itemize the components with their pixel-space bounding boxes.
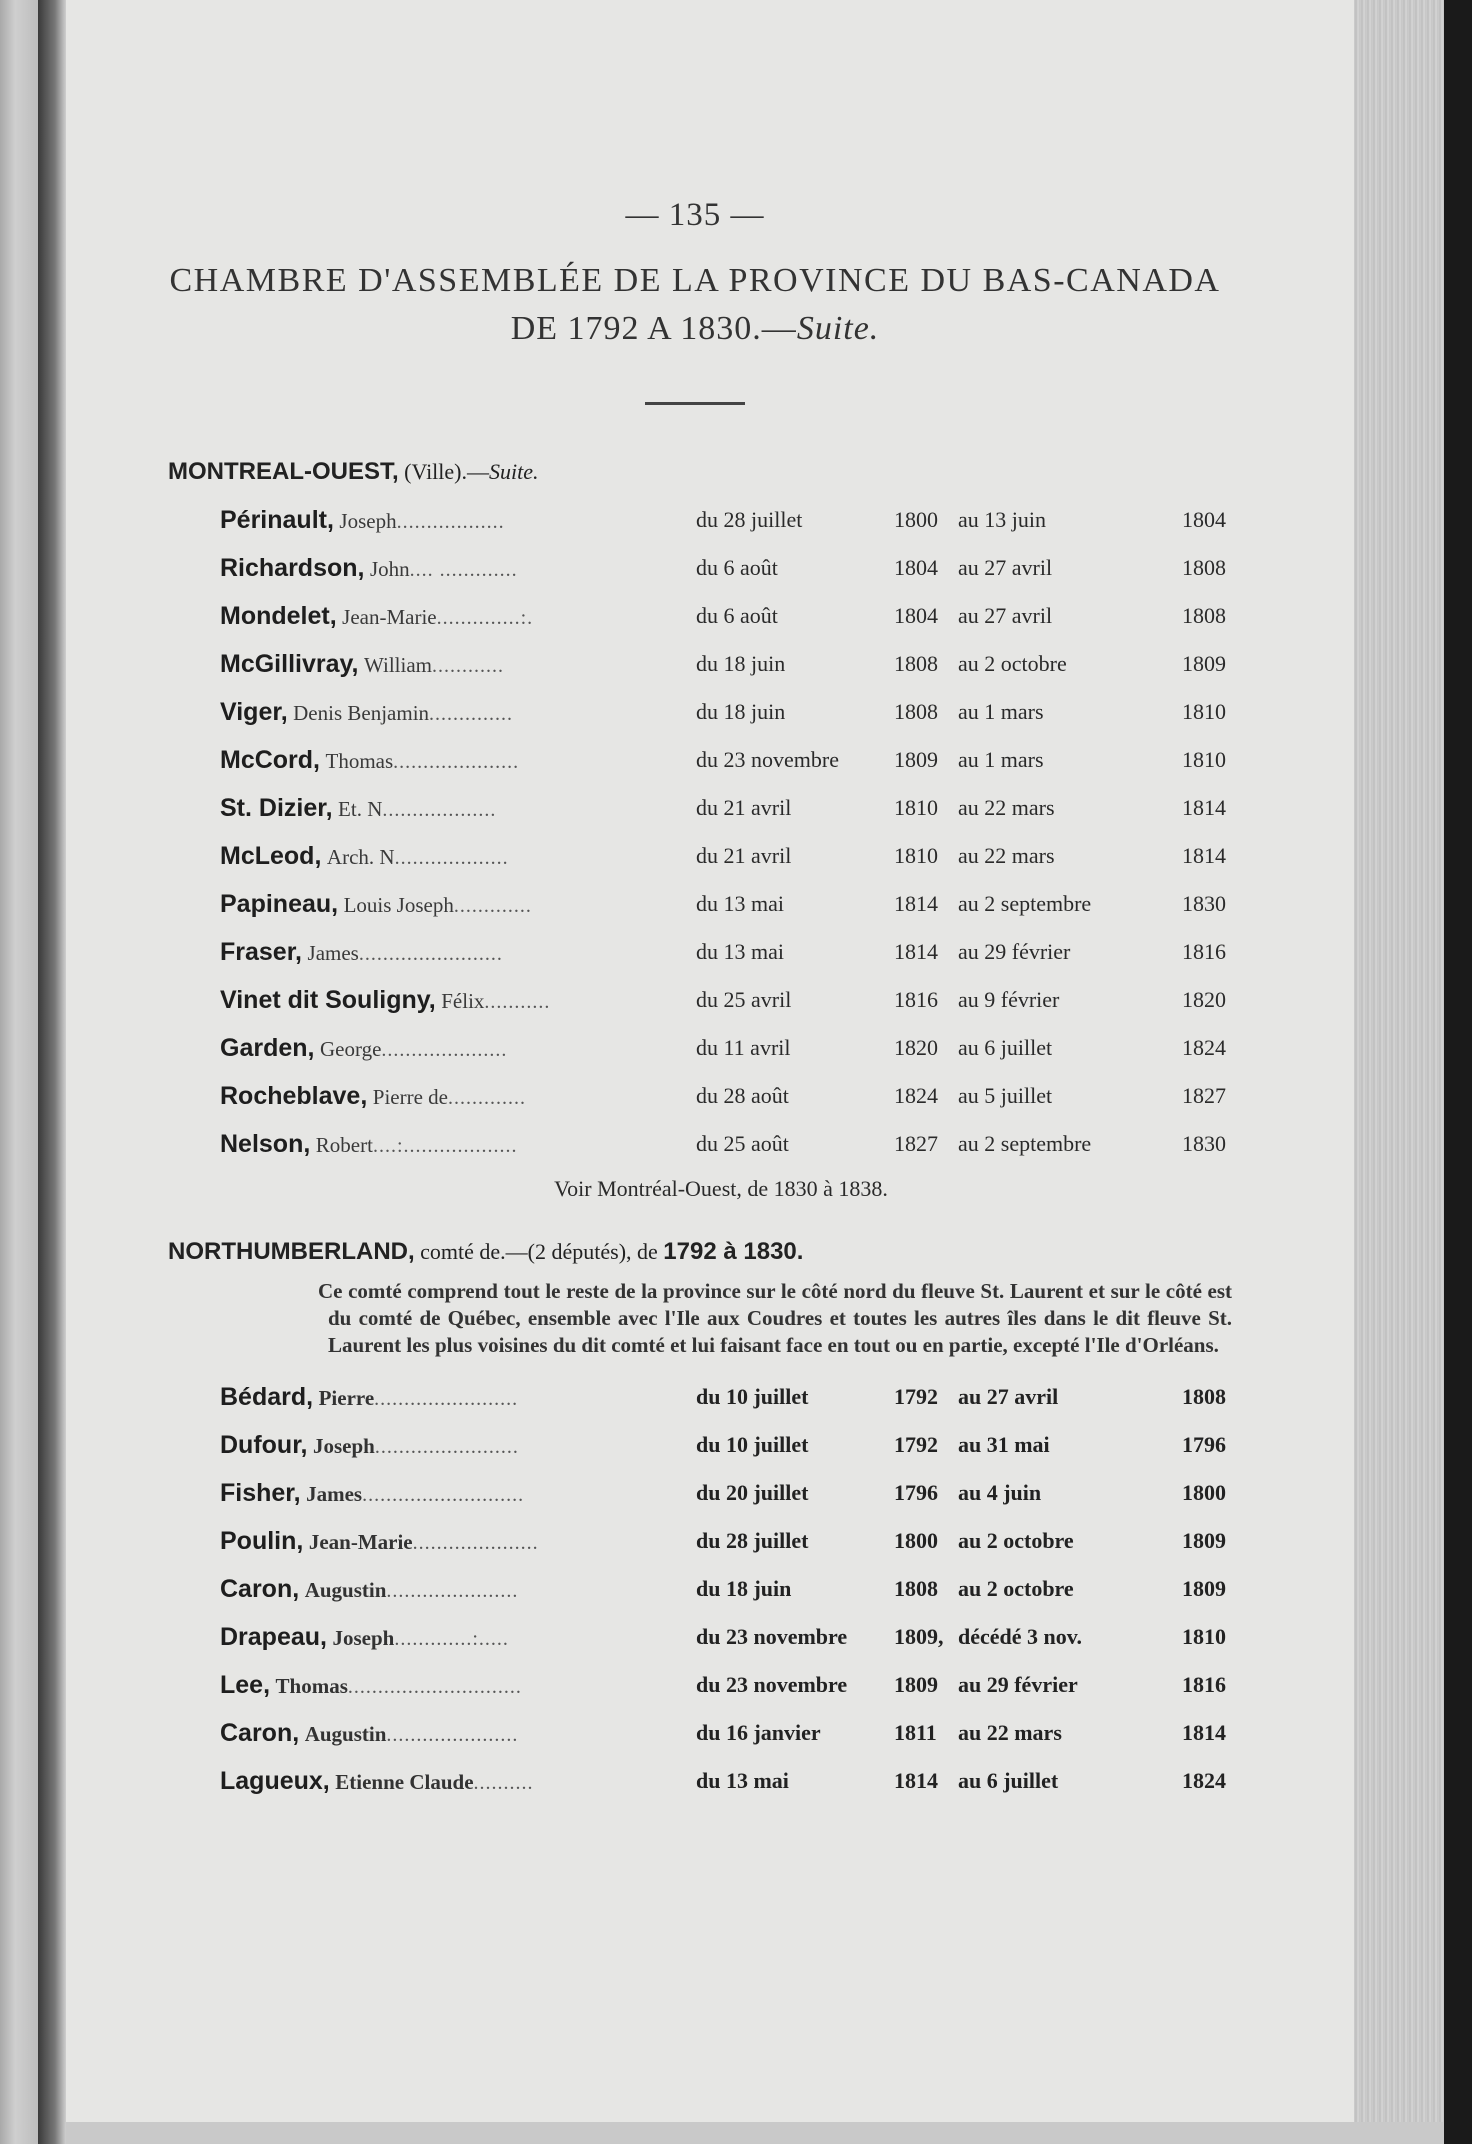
member-surname: Rocheblave, (220, 1082, 368, 1110)
member-row (168, 1469, 1226, 1517)
term-start-date: du 13 mai (696, 891, 784, 916)
term-start-date: du 23 novembre (696, 1672, 848, 1697)
term-end-year: 1810 (1182, 1624, 1226, 1649)
member-row (168, 1661, 1226, 1709)
book-gutter (38, 0, 66, 2144)
leader-dots: ........... (484, 991, 551, 1013)
member-surname: Poulin, (220, 1527, 304, 1555)
member-name (220, 1373, 696, 1423)
term-start-date: du 23 novembre (696, 1624, 848, 1649)
term-end-date: au 2 octobre (958, 1528, 1074, 1553)
term-start-date: du 11 avril (696, 1035, 791, 1060)
member-name (220, 1421, 696, 1471)
term-start-year: 1814 (894, 1768, 938, 1793)
leader-dots: ..............:. (436, 607, 534, 629)
leader-dots: ............. (448, 1087, 526, 1109)
member-given-name: Arch. N (326, 845, 395, 869)
leader-dots: ..................... (393, 751, 520, 773)
page-content (168, 190, 1232, 1805)
term-end-year: 1816 (1182, 1672, 1226, 1697)
member-name (220, 544, 696, 594)
term-start-year: 1814 (894, 939, 938, 964)
term-end-year: 1810 (1182, 699, 1226, 724)
member-surname: McLeod, (220, 842, 322, 870)
member-given-name: Et. N (338, 797, 383, 821)
leader-dots: ....:................... (372, 1135, 518, 1157)
member-given-name: Robert (315, 1133, 373, 1157)
term-end-year: 1808 (1182, 1384, 1226, 1409)
member-row (168, 1373, 1226, 1421)
term-end-year: 1808 (1182, 555, 1226, 580)
member-row (168, 880, 1226, 928)
page-number: — 135 — (625, 197, 765, 233)
section-name: MONTREAL-OUEST, (168, 458, 399, 485)
member-name (220, 592, 696, 642)
member-list-montreal-ouest (168, 496, 1226, 1168)
member-given-name: Joseph (313, 1434, 375, 1458)
term-end-date: au 22 mars (958, 795, 1055, 820)
term-start-date: du 25 août (696, 1131, 789, 1156)
member-given-name: William (364, 653, 432, 677)
member-given-name: Jean-Marie (308, 1530, 413, 1554)
member-name (220, 1469, 696, 1519)
page-stack-edge (1354, 0, 1444, 2144)
member-row (168, 544, 1226, 592)
member-given-name: Thomas (275, 1674, 348, 1698)
leader-dots: ............. (453, 895, 532, 917)
member-row (168, 688, 1226, 736)
term-end-date: au 27 avril (958, 1384, 1059, 1409)
term-start-date: du 21 avril (696, 843, 792, 868)
member-surname: Lee, (220, 1671, 271, 1699)
term-end-date: au 1 mars (958, 747, 1044, 772)
member-surname: Viger, (220, 698, 288, 726)
member-given-name: Pierre de (372, 1085, 448, 1109)
leader-dots: ................... (394, 847, 509, 869)
leader-dots: .............. (429, 703, 514, 725)
term-end-year: 1800 (1182, 1480, 1226, 1505)
member-given-name: Denis Benjamin (293, 701, 430, 725)
member-name (220, 1613, 696, 1663)
term-start-date: du 18 juin (696, 699, 786, 724)
member-name (220, 832, 696, 882)
term-start-date: du 21 avril (696, 795, 792, 820)
term-end-year: 1796 (1182, 1432, 1226, 1457)
term-end-date: au 1 mars (958, 699, 1044, 724)
leader-dots: .............:..... (394, 1628, 509, 1650)
member-surname: Vinet dit Souligny, (220, 986, 436, 1014)
term-end-year: 1830 (1182, 891, 1226, 916)
member-surname: Caron, (220, 1575, 300, 1603)
term-end-date: au 29 février (958, 939, 1071, 964)
term-start-year: 1814 (894, 891, 938, 916)
member-name (220, 688, 696, 738)
member-list-northumberland (168, 1373, 1226, 1805)
member-given-name: Louis Joseph (343, 893, 454, 917)
member-surname: Bédard, (220, 1383, 314, 1411)
member-surname: Mondelet, (220, 602, 337, 630)
cross-reference-note: Voir Montréal-Ouest, de 1830 à 1838. (554, 1176, 888, 1201)
member-name (220, 1517, 696, 1567)
leader-dots: ........................ (374, 1388, 519, 1410)
section-years: 1792 à 1830. (663, 1238, 804, 1265)
member-row (168, 1757, 1226, 1805)
term-start-year: 1816 (894, 987, 938, 1012)
term-start-year: 1800 (894, 1528, 938, 1553)
member-given-name: Joseph (332, 1626, 395, 1650)
term-end-date: au 2 septembre (958, 891, 1092, 916)
member-surname: Caron, (220, 1719, 300, 1747)
term-start-date: du 10 juillet (696, 1384, 809, 1409)
term-start-date: du 28 août (696, 1083, 789, 1108)
term-end-date: au 5 juillet (958, 1083, 1053, 1108)
term-end-date: au 31 mai (958, 1432, 1050, 1457)
leader-dots: .......... (473, 1772, 534, 1794)
member-row (168, 496, 1226, 544)
member-given-name: George (319, 1037, 382, 1061)
section-heading-northumberland (168, 1232, 1222, 1272)
term-start-year: 1804 (894, 555, 938, 580)
term-end-year: 1830 (1182, 1131, 1226, 1156)
term-end-date: au 2 septembre (958, 1131, 1092, 1156)
member-row (168, 832, 1226, 880)
term-start-date: du 25 avril (696, 987, 792, 1012)
left-page-edge (0, 0, 38, 2144)
member-row (168, 1565, 1226, 1613)
member-row (168, 1613, 1226, 1661)
member-row (168, 928, 1226, 976)
term-end-year: 1808 (1182, 603, 1226, 628)
term-end-date: au 6 juillet (958, 1035, 1053, 1060)
term-start-date: du 10 juillet (696, 1432, 809, 1457)
term-start-year: 1824 (894, 1083, 938, 1108)
title-main: DE 1792 A 1830.— (510, 310, 797, 347)
term-end-date: au 27 avril (958, 555, 1053, 580)
section-heading-montreal-ouest (168, 452, 1222, 492)
member-surname: McCord, (220, 746, 320, 774)
term-end-year: 1824 (1182, 1768, 1226, 1793)
member-name (220, 1757, 696, 1807)
term-end-year: 1810 (1182, 747, 1226, 772)
member-name (220, 496, 696, 546)
term-start-date: du 13 mai (696, 939, 784, 964)
member-given-name: Joseph (339, 509, 397, 533)
member-row (168, 1072, 1226, 1120)
member-given-name: Augustin (304, 1578, 387, 1602)
member-row (168, 1120, 1226, 1168)
term-start-year: 1820 (894, 1035, 938, 1060)
member-row (168, 1024, 1226, 1072)
term-start-date: du 20 juillet (696, 1480, 809, 1505)
term-end-date: au 13 juin (958, 507, 1046, 532)
term-start-date: du 6 août (696, 603, 778, 628)
member-surname: Fisher, (220, 1479, 301, 1507)
leader-dots: ............ (431, 655, 504, 677)
term-end-date: au 9 février (958, 987, 1060, 1012)
member-name (220, 640, 696, 690)
term-start-date: du 6 août (696, 555, 778, 580)
title-suite: Suite. (796, 310, 880, 347)
term-start-year: 1810 (894, 795, 938, 820)
leader-dots: ........................ (374, 1436, 519, 1458)
member-row (168, 592, 1226, 640)
member-given-name: James (307, 941, 359, 965)
member-name (220, 976, 696, 1026)
member-surname: Papineau, (220, 890, 339, 918)
member-name (220, 928, 696, 978)
term-end-date: au 6 juillet (958, 1768, 1059, 1793)
leader-dots: .................. (396, 511, 505, 533)
term-start-date: du 18 juin (696, 651, 786, 676)
section-name: NORTHUMBERLAND, (168, 1238, 415, 1265)
member-given-name: Félix (441, 989, 485, 1013)
term-end-year: 1827 (1182, 1083, 1226, 1108)
term-end-date: au 22 mars (958, 843, 1055, 868)
section-suite: Suite. (489, 459, 539, 484)
page-bottom-edge (66, 2122, 1444, 2144)
member-given-name: John (369, 557, 410, 581)
term-end-year: 1820 (1182, 987, 1226, 1012)
leader-dots: ................... (382, 799, 497, 821)
term-end-date: décédé 3 nov. (958, 1624, 1083, 1649)
member-surname: Dufour, (220, 1431, 308, 1459)
term-end-date: au 2 octobre (958, 651, 1067, 676)
term-start-date: du 16 janvier (696, 1720, 821, 1745)
member-surname: Lagueux, (220, 1767, 330, 1795)
term-end-year: 1804 (1182, 507, 1226, 532)
term-start-date: du 18 juin (696, 1576, 792, 1601)
member-name (220, 1072, 696, 1122)
member-name (220, 1709, 696, 1759)
term-start-year: 1800 (894, 507, 938, 532)
term-start-date: du 28 juillet (696, 1528, 809, 1553)
leader-dots: .... ............. (409, 559, 518, 581)
term-end-date: au 29 février (958, 1672, 1078, 1697)
member-name (220, 784, 696, 834)
term-end-year: 1809 (1182, 1576, 1226, 1601)
term-start-date: du 28 juillet (696, 507, 803, 532)
term-end-year: 1809 (1182, 1528, 1226, 1553)
page-title-line-1: CHAMBRE D'ASSEMBLÉE DE LA PROVINCE DU BAS-CANADA (169, 262, 1221, 299)
term-end-date: au 2 octobre (958, 1576, 1074, 1601)
member-name (220, 1024, 696, 1074)
term-start-year: 1827 (894, 1131, 938, 1156)
term-end-year: 1814 (1182, 843, 1226, 868)
member-row (168, 1517, 1226, 1565)
member-surname: McGillivray, (220, 650, 359, 678)
term-start-year: 1808 (894, 1576, 938, 1601)
member-row (168, 976, 1226, 1024)
term-start-year: 1809 (894, 747, 938, 772)
section-descriptor: (Ville).— (398, 459, 489, 484)
term-end-year: 1824 (1182, 1035, 1226, 1060)
member-name (220, 880, 696, 930)
member-name (220, 1120, 696, 1170)
term-start-year: 1809 (894, 1672, 938, 1697)
term-end-year: 1809 (1182, 651, 1226, 676)
member-name (220, 1565, 696, 1615)
term-start-year: 1804 (894, 603, 938, 628)
term-start-year: 1811 (894, 1720, 937, 1745)
member-given-name: Pierre (318, 1386, 375, 1410)
term-start-year: 1810 (894, 843, 938, 868)
term-end-year: 1814 (1182, 795, 1226, 820)
term-start-date: du 23 novembre (696, 747, 839, 772)
member-row (168, 736, 1226, 784)
member-name (220, 736, 696, 786)
member-surname: Richardson, (220, 554, 365, 582)
term-end-date: au 27 avril (958, 603, 1053, 628)
leader-dots: ..................... (412, 1532, 539, 1554)
member-given-name: Thomas (325, 749, 394, 773)
term-end-date: au 4 juin (958, 1480, 1042, 1505)
leader-dots: ...................... (386, 1724, 519, 1746)
member-surname: Nelson, (220, 1130, 311, 1158)
leader-dots: ........................... (362, 1484, 525, 1506)
title-divider (645, 402, 745, 405)
member-surname: Fraser, (220, 938, 303, 966)
member-surname: Périnault, (220, 506, 334, 534)
page-title-line-2 (168, 304, 1222, 354)
leader-dots: ..................... (381, 1039, 508, 1061)
term-start-year: 1792 (894, 1432, 938, 1457)
member-row (168, 784, 1226, 832)
term-start-year: 1792 (894, 1384, 938, 1409)
term-end-date: au 22 mars (958, 1720, 1062, 1745)
term-start-year: 1808 (894, 699, 938, 724)
member-row (168, 1709, 1226, 1757)
term-start-date: du 13 mai (696, 1768, 789, 1793)
leader-dots: ........................ (358, 943, 503, 965)
member-surname: Drapeau, (220, 1623, 327, 1651)
member-row (168, 640, 1226, 688)
member-given-name: Jean-Marie (342, 605, 437, 629)
leader-dots: ...................... (386, 1580, 519, 1602)
member-given-name: Augustin (304, 1722, 387, 1746)
member-name (220, 1661, 696, 1711)
term-start-year: 1808 (894, 651, 938, 676)
member-surname: Garden, (220, 1034, 315, 1062)
member-surname: St. Dizier, (220, 794, 333, 822)
member-given-name: Etienne Claude (335, 1770, 474, 1794)
term-end-year: 1814 (1182, 1720, 1226, 1745)
term-start-year: 1809, (894, 1624, 944, 1649)
term-start-year: 1796 (894, 1480, 938, 1505)
term-end-year: 1816 (1182, 939, 1226, 964)
member-given-name: James (306, 1482, 363, 1506)
leader-dots: ............................. (347, 1676, 522, 1698)
county-description: Ce comté comprend tout le reste de la province sur le côté nord du fleuve St. Laurent et sur le côté est du comté de Québec, ensemble avec l'Ile aux Coudres et toutes les autres îles dans le dit fleuve St. Laurent les plus voisines du dit comté et lui faisant face en tout ou en partie, excepté l'Ile d'Orléans. (318, 1279, 1232, 1357)
member-row (168, 1421, 1226, 1469)
section-descriptor: comté de.—(2 députés), de (414, 1239, 664, 1264)
